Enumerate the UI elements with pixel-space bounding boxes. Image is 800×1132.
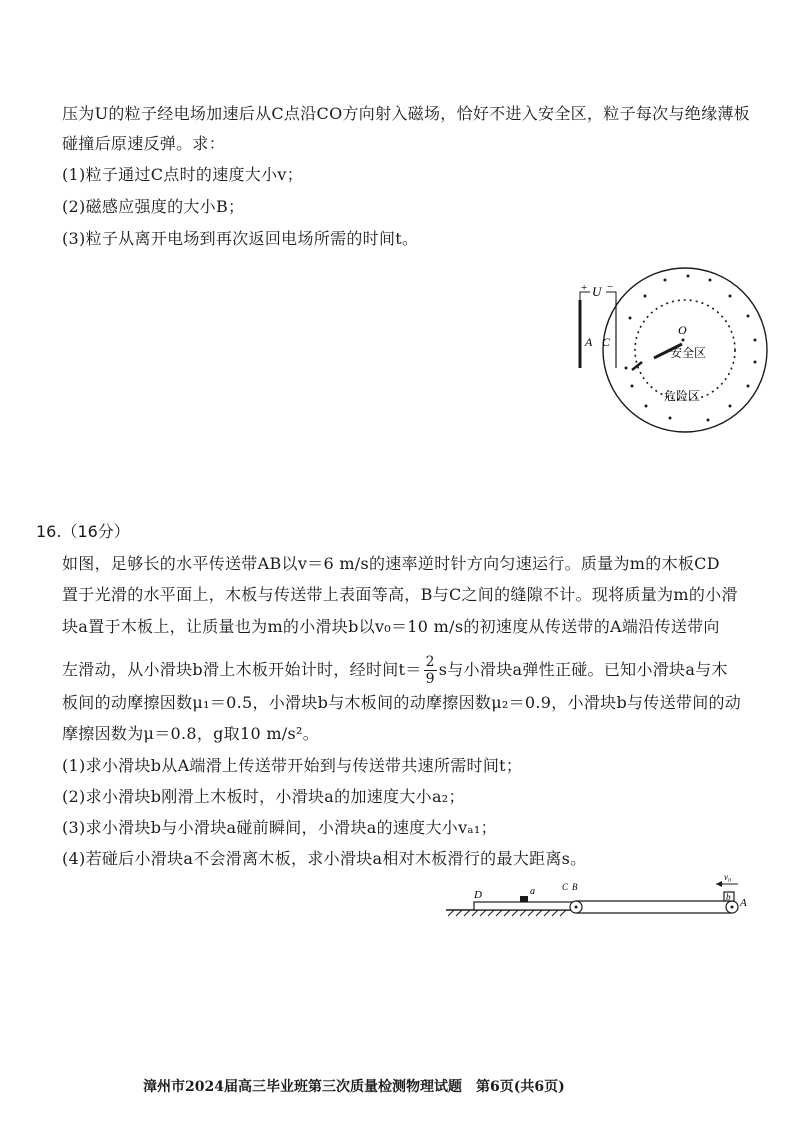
q16-figure <box>440 868 750 924</box>
danger-zone-label: 危险区 <box>664 389 701 403</box>
q15-sub1: (1)粒子通过C点时的速度大小v； <box>62 165 304 184</box>
q16-p1: 如图，足够长的水平传送带AB以v＝6 m/s的速率逆时针方向匀速运行。质量为m的木板CD <box>62 554 720 573</box>
q16-p5: 板间的动摩擦因数μ₁＝0.5，小滑块b与木板间的动摩擦因数μ₂＝0.9，小滑块b与传送带间的动 <box>62 693 742 712</box>
label-end-a: A <box>740 897 747 909</box>
q15-sub2: (2)磁感应强度的大小B； <box>62 197 245 216</box>
q16-p4-start: 左滑动，从小滑块b滑上木板开始计时，经时间t＝ <box>62 660 422 679</box>
q16-sub3: (3)求小滑块b与小滑块a碰前瞬间，小滑块a的速度大小vₐ₁； <box>62 818 497 837</box>
block-a <box>520 896 528 902</box>
label-d: D <box>474 889 482 901</box>
q15-sub3: (3)粒子从离开电场到再次返回电场所需的时间t。 <box>62 229 419 248</box>
q16-p3: 块a置于木板上，让质量也为m的小滑块b以v₀＝10 m/s的初速度从传送带的A端沿传送带向 <box>62 617 720 636</box>
q16-p4-end: s与小滑块a弹性正碰。已知小滑块a与木 <box>438 660 728 679</box>
q15-intro-line2: 碰撞后原速反弹。求： <box>62 134 226 153</box>
label-a: a <box>530 886 535 897</box>
label-c: C <box>562 882 569 892</box>
label-b-point: B <box>572 882 578 892</box>
q16-p4 <box>62 654 728 687</box>
q16-sub4: (4)若碰后小滑块a不会滑离木板，求小滑块a相对木板滑行的最大距离s。 <box>62 849 587 868</box>
label-v0: v₀ <box>724 872 732 882</box>
point-a-label: A <box>585 335 593 349</box>
q16-sub1: (1)求小滑块b从A端滑上传送带开始到与传送带共速所需时间t； <box>62 756 523 775</box>
fraction-denominator: 9 <box>425 671 435 687</box>
q15-intro-line1: 压为U的粒子经电场加速后从C点沿CO方向射入磁场，恰好不进入安全区，粒子每次与绝缘薄板 <box>62 104 750 123</box>
q16-sub2: (2)求小滑块b刚滑上木板时，小滑块a的加速度大小a₂； <box>62 787 465 806</box>
q16-p6: 摩擦因数为μ＝0.8，g取10 m/s²。 <box>62 724 320 743</box>
q16-time-fraction <box>424 654 437 687</box>
point-c-label: C <box>602 335 611 349</box>
q16-p2: 置于光滑的水平面上，木板与传送带上表面等高，B与C之间的缝隙不计。现将质量为m的小滑 <box>62 585 738 604</box>
safe-zone-label: 安全区 <box>670 346 707 360</box>
page-footer: 漳州市2024届高三毕业班第三次质量检测物理试题 第6页(共6页) <box>143 1079 565 1095</box>
label-block-b: b <box>726 892 731 902</box>
point-o-label: O <box>678 323 687 337</box>
q16-number: 16.（16分） <box>36 522 130 541</box>
voltage-plus: + <box>581 282 588 294</box>
fraction-numerator: 2 <box>425 654 435 670</box>
q15-figure <box>570 258 780 438</box>
board-cd <box>474 902 572 910</box>
voltage-minus: − <box>607 281 614 293</box>
voltage-label: U <box>592 284 602 299</box>
